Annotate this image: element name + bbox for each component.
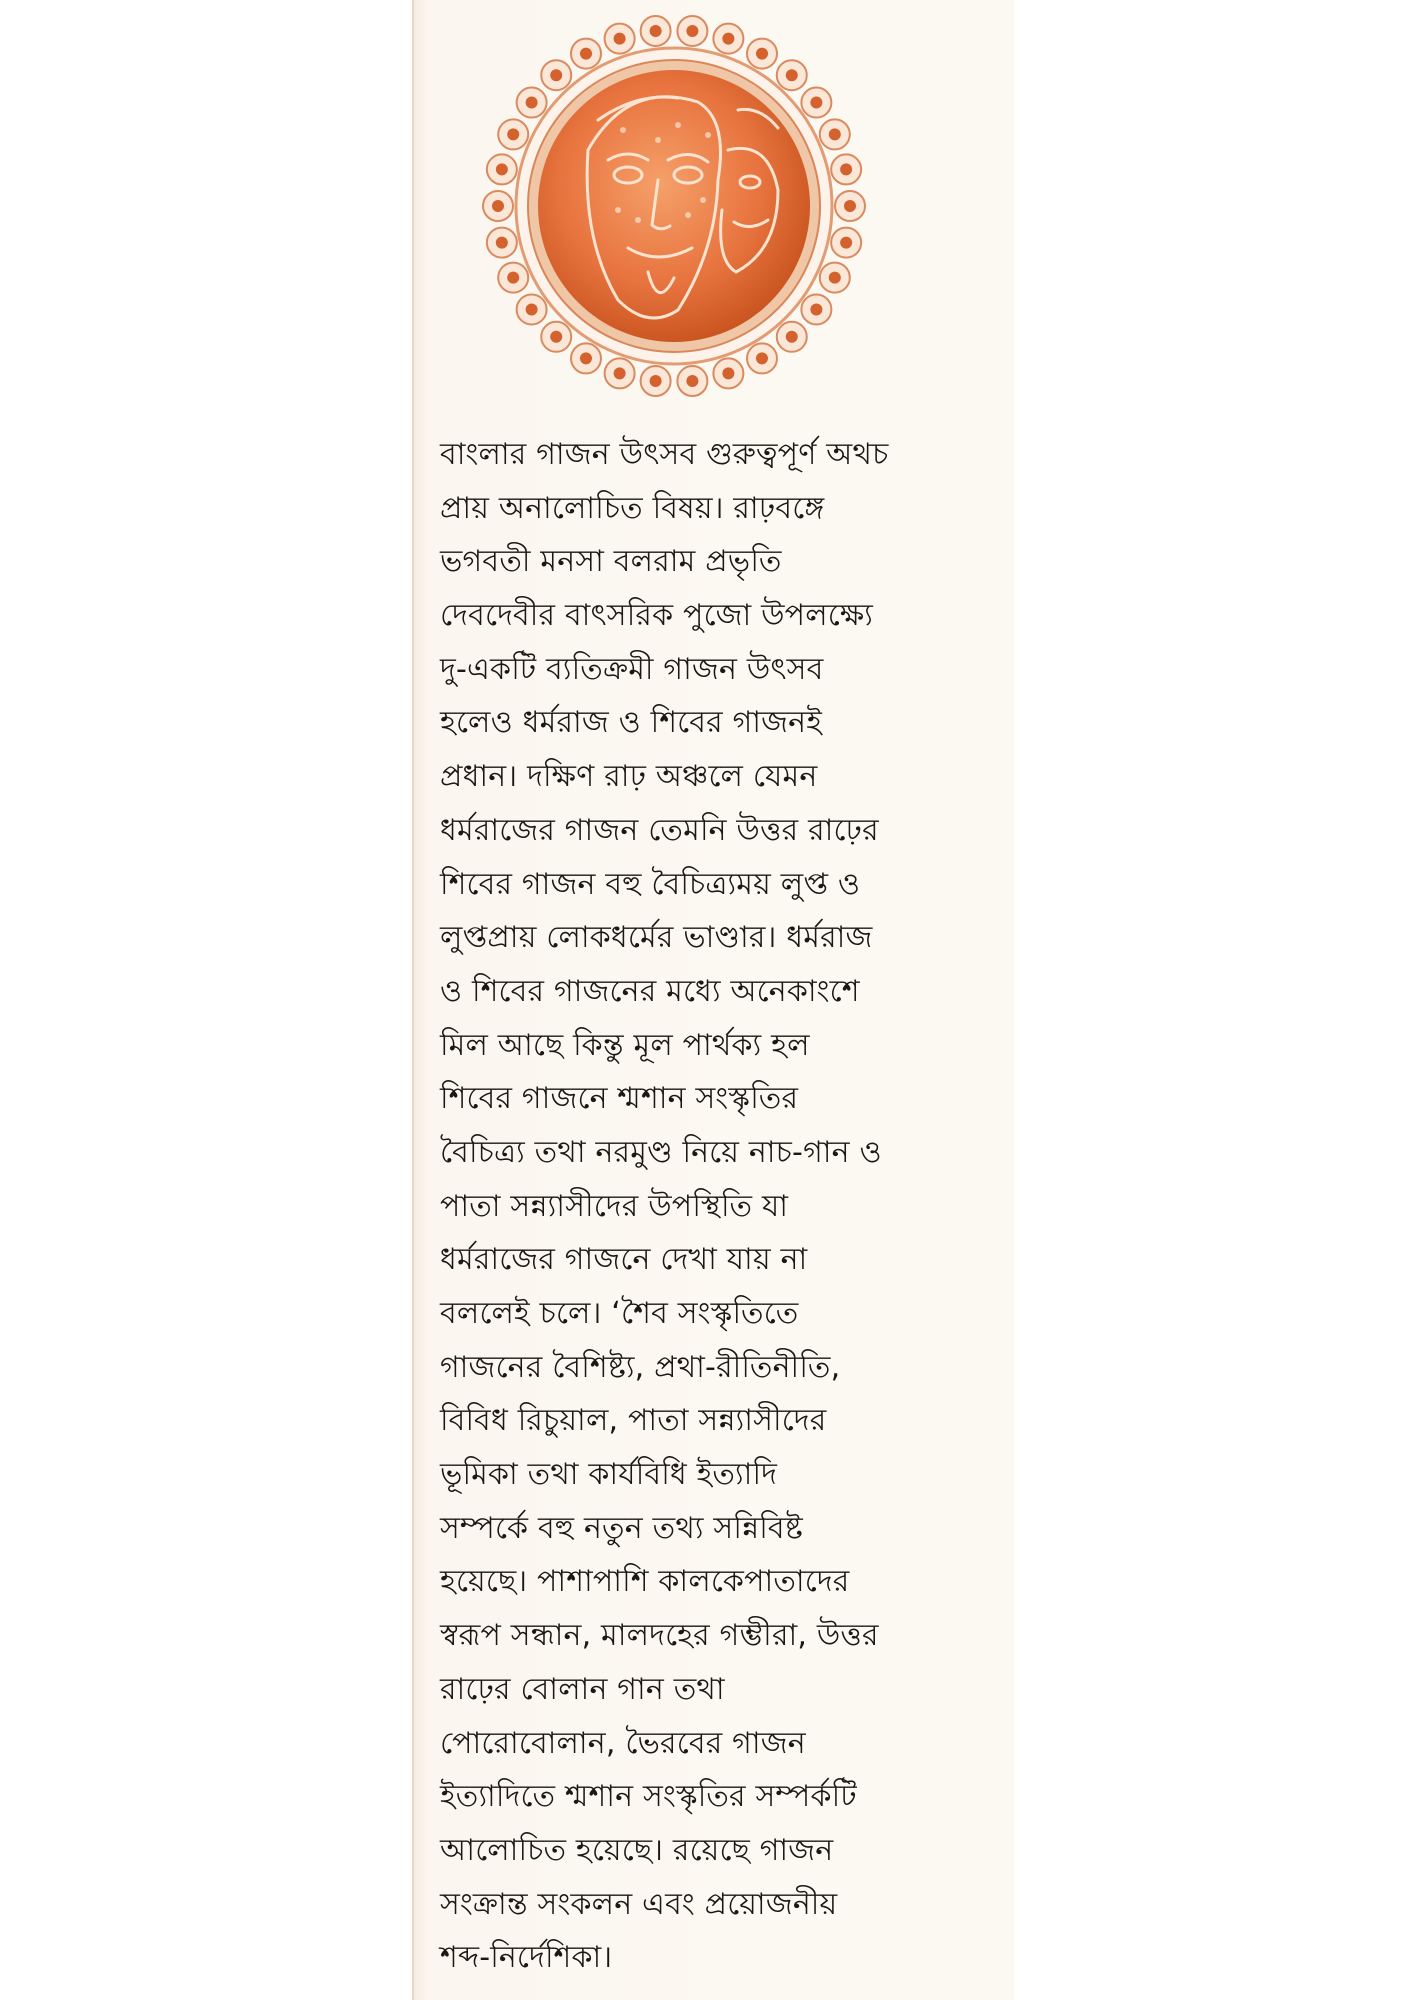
rim-bead	[526, 97, 538, 109]
rim-bead	[722, 33, 734, 45]
rim-bead	[756, 352, 768, 364]
rim-bead	[829, 272, 841, 284]
blurb-line: লুপ্তপ্রায় লোকধর্মের ভাণ্ডার। ধর্মরাজ	[440, 920, 873, 956]
rim-bead	[580, 48, 592, 60]
blurb-line: বললেই চলে। ‘শৈব সংস্কৃতিতে	[440, 1296, 799, 1331]
rim-bead	[580, 352, 592, 364]
rim-bead	[496, 163, 508, 175]
blurb-line: প্রায় অনালোচিত বিষয়। রাঢ়বঙ্গে	[440, 490, 825, 526]
rim-bead	[840, 237, 852, 249]
rim-bead	[686, 375, 698, 387]
blurb-line: পোরোবোলান, ভৈরবের গাজন	[440, 1725, 806, 1761]
blurb-line: বৈচিত্র্য তথা নরমুণ্ড নিয়ে নাচ-গান ও	[440, 1134, 882, 1170]
rim-bead	[614, 367, 626, 379]
blurb-line: বিবিধ রিচুয়াল, পাতা সন্ন্যাসীদের	[440, 1403, 827, 1439]
rim-bead	[722, 367, 734, 379]
blurb-line: প্রধান। দক্ষিণ রাঢ় অঞ্চলে যেমন	[440, 759, 818, 795]
rim-bead	[810, 97, 822, 109]
blurb-line: হলেও ধর্মরাজ ও শিবের গাজনই	[440, 705, 823, 741]
blurb-line: সম্পর্কে বহু নতুন তথ্য সন্নিবিষ্ট	[440, 1510, 803, 1546]
blurb-line: বাংলার গাজন উৎসব গুরুত্বপূর্ণ অথচ	[440, 437, 889, 472]
rim-bead	[526, 303, 538, 315]
blurb-line: স্বরূপ সন্ধান, মালদহের গম্ভীরা, উত্তর	[440, 1618, 879, 1654]
rim-bead	[650, 375, 662, 387]
rim-bead	[550, 331, 562, 343]
blurb-line: মিল আছে কিন্তু মূল পার্থক্য হল	[440, 1027, 810, 1063]
blurb-line: দু-একটি ব্যতিক্রমী গাজন উৎসব	[440, 651, 824, 687]
blurb-line: ধর্মরাজের গাজনে দেখা যায় না	[440, 1242, 808, 1278]
rim-bead	[786, 69, 798, 81]
rim-bead	[492, 200, 504, 212]
rim-bead	[810, 303, 822, 315]
blurb-line: ভগবতী মনসা বলরাম প্রভৃতি	[440, 544, 782, 580]
blurb-line: রাঢ়ের বোলান গান তথা	[440, 1671, 725, 1707]
rim-bead	[496, 237, 508, 249]
blurb-line: শব্দ-নির্দেশিকা।	[440, 1940, 613, 1976]
blurb-line: সংক্রান্ত সংকলন এবং প্রয়োজনীয়	[440, 1886, 838, 1922]
rim-bead	[686, 25, 698, 37]
terracotta-face-medallion-icon	[478, 10, 870, 402]
blurb-line: হয়েছে। পাশাপাশি কালকেপাতাদের	[440, 1564, 850, 1600]
rim-bead	[829, 128, 841, 140]
blurb-line: ধর্মরাজের গাজন তেমনি উত্তর রাঢ়ের	[440, 812, 879, 848]
rim-bead	[614, 33, 626, 45]
rim-bead	[550, 69, 562, 81]
rim-bead	[844, 200, 856, 212]
rim-bead	[507, 272, 519, 284]
rim-bead	[650, 25, 662, 37]
blurb-line: ইত্যাদিতে শ্মশান সংস্কৃতির সম্পর্কটি	[440, 1779, 857, 1815]
blurb-line: আলোচিত হয়েছে। রয়েছে গাজন	[440, 1832, 834, 1868]
rim-bead	[786, 331, 798, 343]
blurb-line: পাতা সন্ন্যাসীদের উপস্থিতি যা	[440, 1188, 789, 1224]
blurb-line: শিবের গাজন বহু বৈচিত্র্যময় লুপ্ত ও	[440, 866, 861, 902]
blurb-line: ও শিবের গাজনের মধ্যে অনেকাংশে	[440, 973, 860, 1009]
blurb-text	[440, 428, 980, 1985]
rim-bead	[756, 48, 768, 60]
rim-bead	[840, 163, 852, 175]
blurb-line: শিবের গাজনে শ্মশান সংস্কৃতির	[440, 1081, 799, 1117]
rim-bead	[507, 128, 519, 140]
blurb-line: গাজনের বৈশিষ্ট্য, প্রথা-রীতিনীতি,	[440, 1349, 841, 1385]
blurb-line: ভূমিকা তথা কার্যবিধি ইত্যাদি	[440, 1457, 778, 1493]
blurb-line: দেবদেবীর বাৎসরিক পুজো উপলক্ষ্যে	[440, 598, 874, 634]
